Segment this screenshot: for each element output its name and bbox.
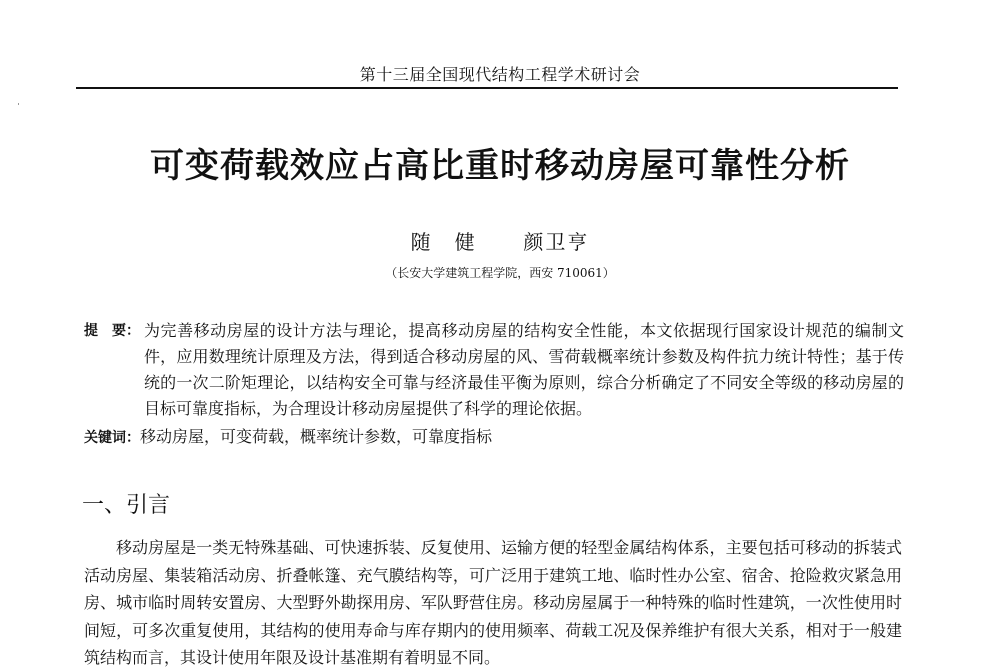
affiliation: （长安大学建筑工程学院，西安 710061）	[385, 266, 615, 280]
keywords-text: 移动房屋，可变荷载，概率统计参数，可靠度指标	[140, 427, 493, 446]
author-1: 随 健	[410, 230, 477, 254]
abstract	[84, 318, 904, 422]
keywords	[84, 424, 904, 447]
abstract-label: 提 要：	[84, 323, 140, 339]
abstract-text: 为完善移动房屋的设计方法与理论，提高移动房屋的结构安全性能，本文依据现行国家设计规范的编制文件，应用数理统计原理及方法，得到适合移动房屋的风、雪荷载概率统计参数及构件抗力统计特性；基于传统的一次二阶矩理论，以结构安全可靠与经济最佳平衡为原则，综合分析确定了不同安全等级的移动房屋的目标可靠度指标，为合理设计移动房屋提供了科学的理论依据。	[144, 321, 904, 418]
keywords-label: 关键词：	[84, 430, 140, 446]
section-heading: 一、引言	[82, 493, 171, 518]
running-head: 第十三届全国现代结构工程学术研讨会	[359, 65, 641, 84]
scan-mark	[18, 103, 19, 105]
author-2: 颜卫亨	[523, 230, 590, 254]
paper-title: 可变荷载效应占高比重时移动房屋可靠性分析	[150, 146, 850, 186]
header-rule	[76, 87, 898, 89]
intro-paragraph: 移动房屋是一类无特殊基础、可快速拆装、反复使用、运输方便的轻型金属结构体系，主要包括可移动的拆装式活动房屋、集装箱活动房、折叠帐篷、充气膜结构等，可广泛用于建筑工地、临时性办公室、宿舍、抢险救灾紧急用房、城市临时周转安置房、大型野外勘探用房、军队野营住房。移动房屋属于一种特殊的临时性建筑，一次性使用时间短，可多次重复使用，其结构的使用寿命与库存期内的使用频率、荷载工况及保养维护有很大关系，相对于一般建筑结构而言，其设计使用年限及设计基准期有着明显不同。	[84, 538, 902, 667]
authors	[0, 226, 1000, 255]
